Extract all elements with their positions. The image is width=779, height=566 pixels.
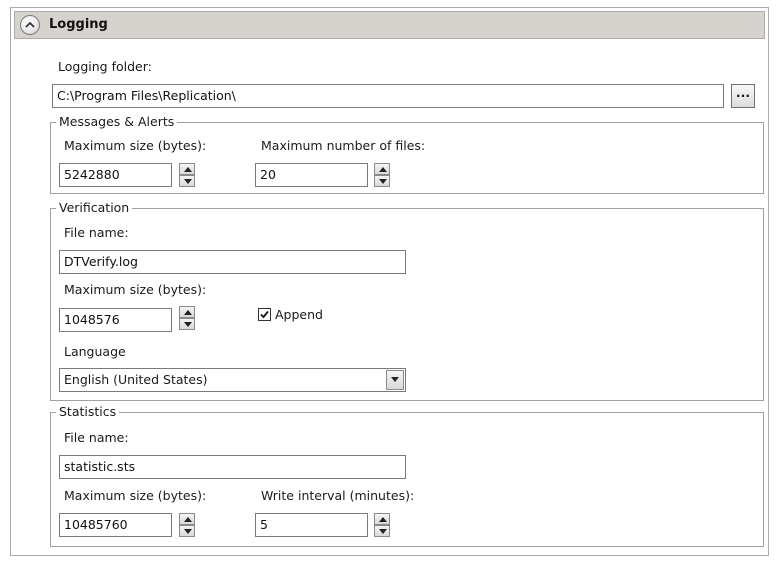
spin-up-button[interactable]	[374, 163, 390, 175]
statistics-interval-spinner[interactable]	[374, 513, 390, 537]
dropdown-button[interactable]	[386, 370, 404, 390]
chevron-down-icon	[391, 377, 399, 382]
statistics-file-name-input[interactable]: statistic.sts	[59, 455, 406, 479]
append-checkbox[interactable]	[258, 308, 271, 321]
collapse-button[interactable]	[20, 15, 40, 35]
spin-up-button[interactable]	[179, 163, 195, 175]
verification-max-size-input[interactable]: 1048576	[59, 308, 172, 332]
language-label: Language	[64, 344, 126, 359]
spin-down-button[interactable]	[179, 525, 195, 537]
arrow-up-icon	[379, 517, 387, 522]
arrow-down-icon	[379, 529, 387, 534]
statistics-max-size-spinner[interactable]	[179, 513, 195, 537]
spin-down-button[interactable]	[374, 175, 390, 187]
language-select[interactable]	[59, 368, 406, 392]
messages-max-size-input[interactable]: 5242880	[59, 163, 172, 187]
arrow-up-icon	[184, 517, 192, 522]
arrow-down-icon	[379, 179, 387, 184]
statistics-max-size-input[interactable]: 10485760	[59, 513, 172, 537]
spin-up-button[interactable]	[374, 513, 390, 525]
arrow-up-icon	[379, 167, 387, 172]
language-select-value: English (United States)	[64, 372, 208, 387]
messages-max-files-label: Maximum number of files:	[261, 138, 426, 153]
verification-file-name-input[interactable]: DTVerify.log	[59, 250, 406, 274]
browse-button[interactable]: ...	[731, 84, 755, 108]
checkmark-icon	[259, 309, 270, 320]
verification-max-size-label: Maximum size (bytes):	[64, 282, 207, 297]
messages-alerts-legend: Messages & Alerts	[56, 114, 177, 129]
statistics-file-name-label: File name:	[64, 430, 129, 445]
statistics-legend: Statistics	[56, 404, 119, 419]
messages-max-files-spinner[interactable]	[374, 163, 390, 187]
logging-folder-label: Logging folder:	[58, 59, 152, 74]
arrow-down-icon	[184, 179, 192, 184]
arrow-up-icon	[184, 310, 192, 315]
statistics-interval-label: Write interval (minutes):	[261, 488, 415, 503]
verification-legend: Verification	[56, 200, 132, 215]
spin-down-button[interactable]	[179, 175, 195, 187]
arrow-up-icon	[184, 167, 192, 172]
messages-max-files-input[interactable]: 20	[255, 163, 368, 187]
spin-up-button[interactable]	[179, 306, 195, 318]
arrow-down-icon	[184, 529, 192, 534]
statistics-max-size-label: Maximum size (bytes):	[64, 488, 207, 503]
spin-down-button[interactable]	[179, 318, 195, 330]
arrow-down-icon	[184, 322, 192, 327]
verification-file-name-label: File name:	[64, 225, 129, 240]
section-title: Logging	[49, 17, 108, 32]
spin-down-button[interactable]	[374, 525, 390, 537]
messages-max-size-spinner[interactable]	[179, 163, 195, 187]
spin-up-button[interactable]	[179, 513, 195, 525]
append-label: Append	[275, 307, 323, 322]
statistics-interval-input[interactable]: 5	[255, 513, 368, 537]
verification-max-size-spinner[interactable]	[179, 306, 195, 330]
section-header[interactable]	[14, 11, 765, 39]
messages-max-size-label: Maximum size (bytes):	[64, 138, 207, 153]
logging-folder-input[interactable]: C:\Program Files\Replication\	[52, 84, 724, 108]
chevron-up-icon	[25, 21, 35, 29]
